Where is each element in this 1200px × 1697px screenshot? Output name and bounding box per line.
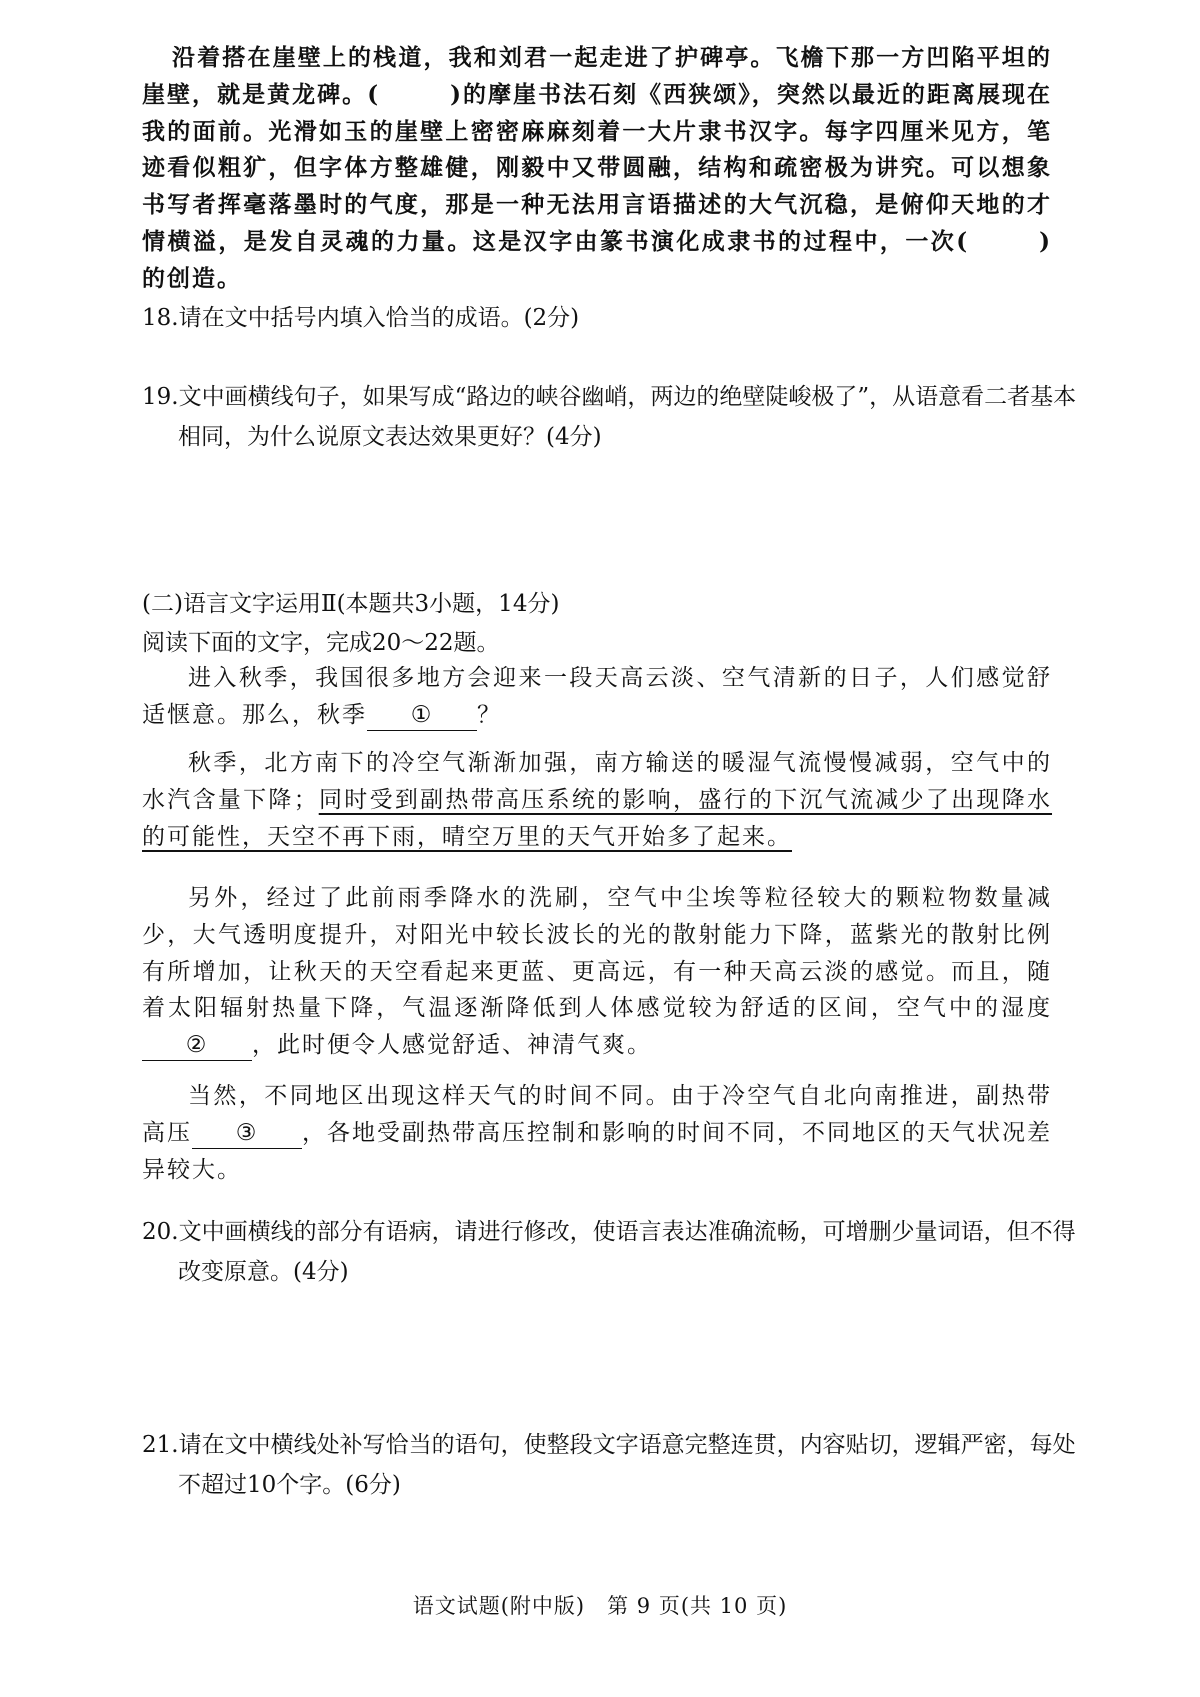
fill-blank-1: ①	[367, 700, 477, 731]
autumn-passage-paragraph-3	[142, 880, 1052, 1064]
section-instruction: 阅读下面的文字，完成20～22题。	[142, 630, 500, 656]
question-20-text: 文中画横线的部分有语病，请进行修改，使语言表达准确流畅，可增删少量词语，但不得改变原意。(4分)	[178, 1219, 1076, 1285]
question-19-number: 19.	[142, 384, 179, 410]
paragraph-4-text-a: 当然，不同地区出现这样天气的时间不同。由于冷空气自北向南推进，副热带高压	[142, 1083, 1052, 1146]
page-footer: 语文试题(附中版) 第 9 页(共 10 页)	[412, 1594, 788, 1618]
paragraph-3-text-b: ，此时便令人感觉舒适、神清气爽。	[252, 1032, 652, 1059]
paragraph-2-text-a: 秋季，北方南下的冷空气渐渐加强，南方输送的暖湿气流慢慢减弱，空气中的水汽含量下降；	[142, 750, 1052, 813]
fill-blank-2: ②	[142, 1030, 252, 1061]
question-20-number: 20.	[142, 1219, 179, 1245]
question-18-number: 18.	[142, 305, 179, 331]
question-19-text: 文中画横线句子，如果写成“路边的峡谷幽峭，两边的绝壁陡峻极了”，从语意看二者基本相同，为什么说原文表达效果更好？(4分)	[178, 384, 1077, 450]
paragraph-3-text-a: 另外，经过了此前雨季降水的洗刷，空气中尘埃等粒径较大的颗粒物数量减少，大气透明度提升，对阳光中较长波长的光的散射能力下降，蓝紫光的散射比例有所增加，让秋天的天空看起来更蓝、更高远，有一种天高云淡的感觉。而且，随着太阳辐射热量下降，气温逐渐降低到人体感觉较为舒适的区间，空气中的湿度	[142, 885, 1052, 1022]
passage1-part2: )的摩崖书法石刻《西狭颂》，突然以最近的距离展现在我的面前。光滑如玉的崖壁上密密麻麻刻着一大片隶书汉字。每字四厘米见方，笔迹看似粗犷，但字体方整雄健，刚毅中又带圆融，结构和疏密极为讲究。可以想象书写者挥毫落墨时的气度，那是一种无法用言语描述的大气沉稳，是俯仰天地的才情横溢，是发自灵魂的力量。这是汉字由篆书演化成隶书的过程中，一次(	[142, 80, 1052, 255]
question-19	[142, 377, 1094, 457]
paragraph-1-text-b: ？	[477, 701, 502, 728]
passage1-part3: )的创造。	[142, 227, 1052, 292]
autumn-passage-paragraph-2	[142, 745, 1052, 855]
paragraph-4-text-b: ，各地受副热带高压控制和影响的时间不同，不同地区的天气状况差异较大。	[142, 1119, 1052, 1183]
underlined-sentence: 同时受到副热带高压系统的影响，盛行的下沉气流减少了出现降水的可能性，天空不再下雨，晴空万里的天气开始多了起来。	[142, 786, 1053, 850]
autumn-passage-paragraph-1	[142, 660, 1052, 734]
paragraph-1-text-a: 进入秋季，我国很多地方会迎来一段天高云淡、空气清新的日子，人们感觉舒适惬意。那么，秋季	[142, 665, 1052, 728]
passage1-part1: 沿着搭在崖壁上的栈道，我和刘君一起走进了护碑亭。飞檐下那一方凹陷平坦的崖壁，就是黄龙碑。(	[142, 44, 1052, 108]
question-21-text: 请在文中横线处补写恰当的语句，使整段文字语意完整连贯，内容贴切，逻辑严密，每处不超过10个字。(6分)	[178, 1432, 1076, 1498]
section-title: (二)语言文字运用Ⅱ(本题共3小题，14分)	[142, 591, 560, 617]
fill-blank-3: ③	[192, 1118, 302, 1149]
autumn-passage-paragraph-4	[142, 1078, 1052, 1188]
question-18	[142, 298, 1058, 338]
question-18-text: 请在文中括号内填入恰当的成语。(2分)	[178, 305, 580, 331]
question-21	[142, 1425, 1094, 1505]
reading-passage-huanglong-stele	[142, 40, 1052, 298]
question-21-number: 21.	[142, 1432, 179, 1458]
question-20	[142, 1212, 1094, 1292]
